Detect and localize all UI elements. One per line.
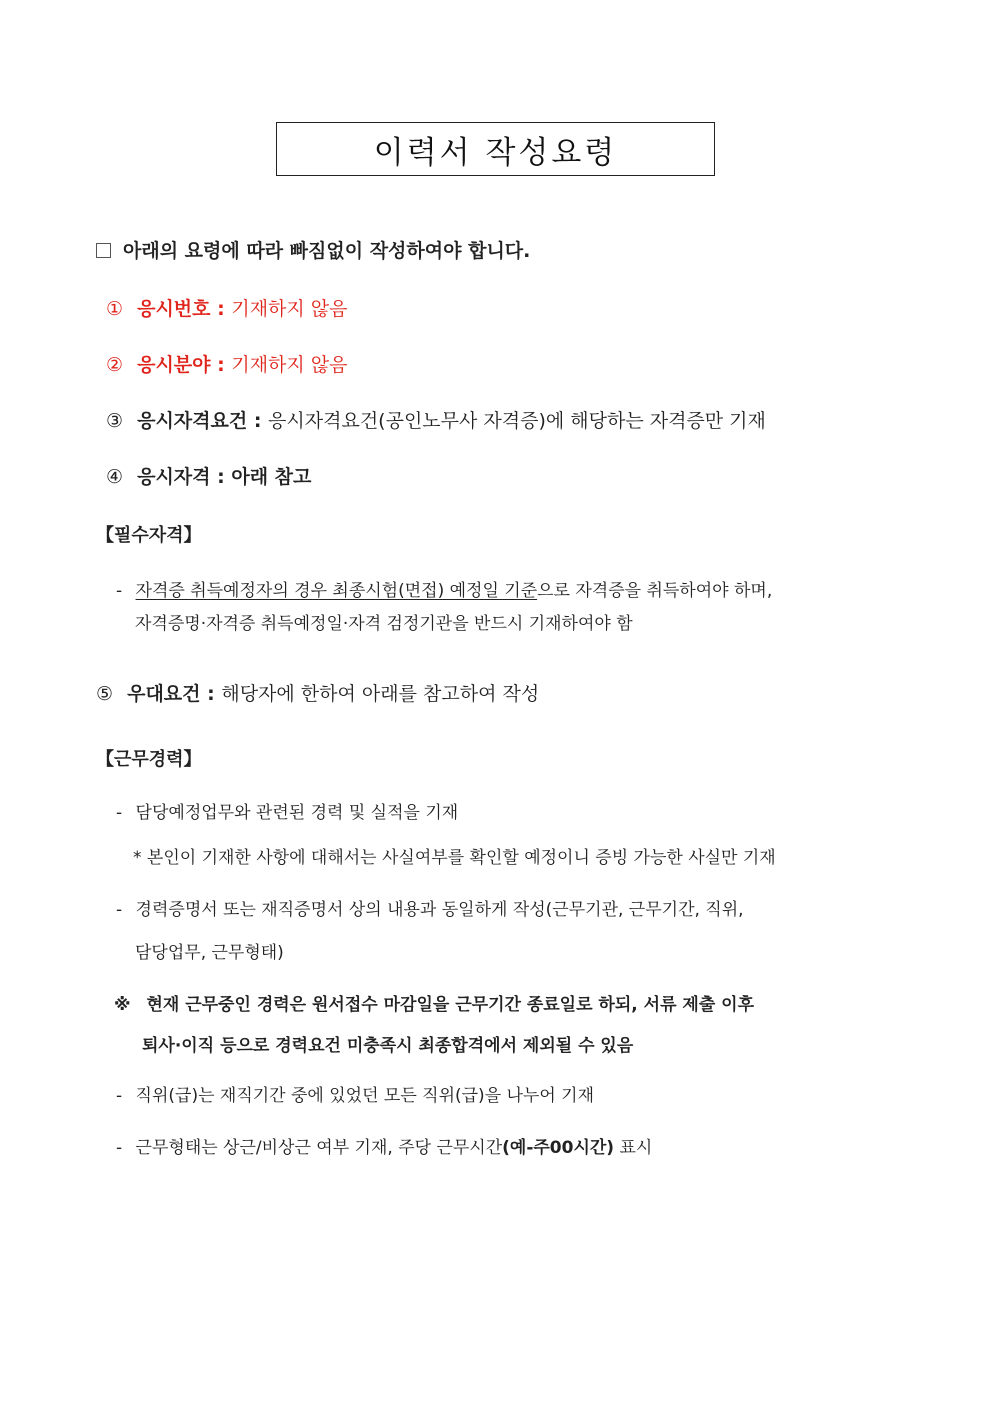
bullet-text: 으로 자격증을 취득하여야 하며,	[537, 581, 773, 601]
item-exam-field	[106, 350, 348, 377]
item-text: 아래 참고	[231, 466, 312, 488]
career-warning-line2: 퇴사·이직 등으로 경력요건 미충족시 최종합격에서 제외될 수 있음	[142, 1036, 634, 1056]
item-label: 응시번호	[137, 298, 211, 320]
intro-text: 아래의 요령에 따라 빠짐없이 작성하여야 합니다.	[123, 240, 531, 262]
item-text: 해당자에 한하여 아래를 참고하여 작성	[221, 683, 540, 705]
career-note: * 본인이 기재한 사항에 대해서는 사실여부를 확인할 예정이니 증빙 가능한 사실만 기재	[133, 848, 776, 868]
item-separator: :	[200, 683, 222, 705]
item-number: ②	[106, 354, 124, 376]
career-bullet-2-line1	[116, 895, 744, 920]
dash: -	[116, 1086, 123, 1106]
item-qualification-requirement	[106, 406, 766, 433]
item-qualification	[106, 462, 311, 489]
item-label: 응시분야	[137, 354, 211, 376]
item-separator: :	[210, 354, 232, 376]
reference-mark: ※	[114, 995, 131, 1015]
item-exam-number	[106, 294, 348, 321]
item-text: 응시자격요건(공인노무사 자격증)에 해당하는 자격증만 기재	[268, 410, 766, 432]
bullet-text: 경력증명서 또는 재직증명서 상의 내용과 동일하게 작성(근무기관, 근무기간, 직위,	[135, 900, 744, 920]
item-label: 우대요건	[127, 683, 201, 705]
item-number: ①	[106, 298, 124, 320]
heading-career: 【근무경력】	[96, 749, 202, 770]
underlined-text: 자격증 취득예정자의 경우 최종시험(면접) 예정일 기준	[135, 581, 538, 601]
heading-required: 【필수자격】	[96, 525, 202, 546]
intro-line	[96, 236, 530, 263]
item-preference	[96, 679, 539, 706]
career-bullet-1	[116, 798, 458, 823]
item-label: 응시자격요건	[137, 410, 248, 432]
bold-text: (예-주00시간)	[502, 1138, 615, 1158]
item-separator: :	[210, 298, 232, 320]
item-separator: :	[247, 410, 269, 432]
dash: -	[116, 803, 123, 823]
dash: -	[116, 1138, 123, 1158]
item-number: ③	[106, 410, 124, 432]
career-bullet-2-line2: 담당업무, 근무형태)	[135, 943, 284, 963]
dash: -	[116, 581, 123, 601]
bullet-text: 직위(급)는 재직기간 중에 있었던 모든 직위(급)을 나누어 기재	[135, 1086, 595, 1106]
item-label: 응시자격	[137, 466, 211, 488]
career-warning-line1	[114, 990, 754, 1015]
warning-text: 현재 근무중인 경력은 원서접수 마감일을 근무기간 종료일로 하되, 서류 제출 이후	[146, 995, 755, 1015]
dash: -	[116, 900, 123, 920]
career-bullet-3	[116, 1081, 594, 1106]
required-bullet-line2: 자격증명·자격증 취득예정일·자격 검정기관을 반드시 기재하여야 함	[135, 614, 633, 634]
bullet-text: 근무형태는 상근/비상근 여부 기재, 주당 근무시간	[135, 1138, 503, 1158]
required-bullet-line1	[116, 576, 772, 601]
item-number: ⑤	[96, 683, 114, 705]
bullet-text-end: 표시	[614, 1138, 653, 1158]
item-text: 기재하지 않음	[231, 354, 348, 376]
career-bullet-4	[116, 1133, 652, 1158]
page-title: 이력서 작성요령	[373, 134, 618, 171]
item-separator: :	[210, 466, 232, 488]
item-number: ④	[106, 466, 124, 488]
title-box	[276, 122, 715, 176]
checkbox-icon	[96, 243, 111, 258]
bullet-text: 담당예정업무와 관련된 경력 및 실적을 기재	[135, 803, 459, 823]
item-text: 기재하지 않음	[231, 298, 348, 320]
